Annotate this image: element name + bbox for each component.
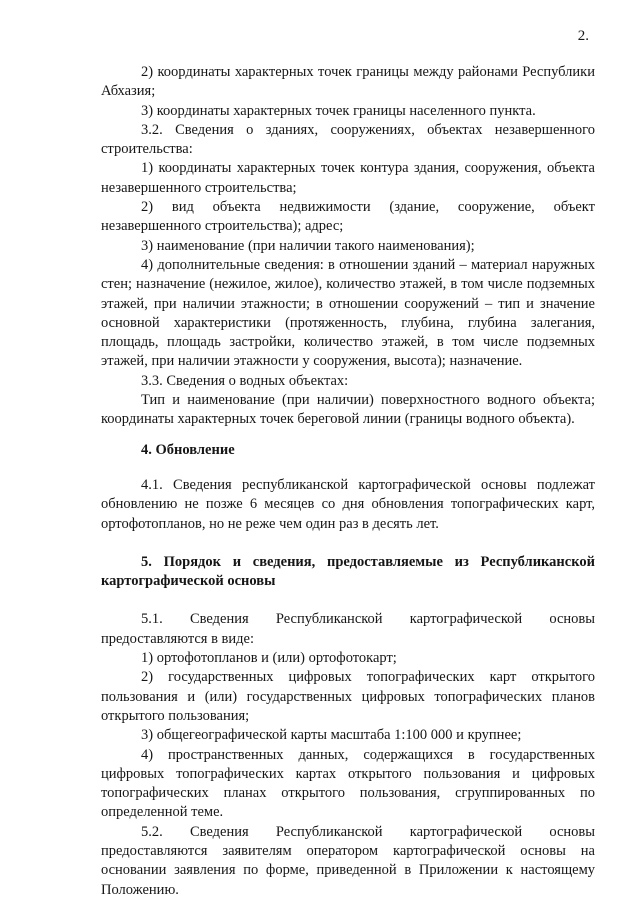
paragraph: Тип и наименование (при наличии) поверхностного водного объекта; координаты характерных точек береговой линии (границы водного объекта). [101, 392, 595, 428]
paragraph: 1) координаты характерных точек контура здания, сооружения, объекта незавершенного строительства; [101, 160, 595, 196]
paragraph: 2) государственных цифровых топографических карт открытого пользования и (или) государственных цифровых топографических планов открытого пользования; [101, 669, 595, 724]
page-number: 2. [577, 28, 589, 44]
spacer [101, 534, 595, 553]
spacer [101, 591, 595, 610]
paragraph: 3.3. Сведения о водных объектах: [141, 372, 349, 389]
spacer [101, 430, 595, 441]
paragraph: 4) пространственных данных, содержащихся в государственных цифровых топографических картах открытого пользования и цифровых топографических планах открытого пользования, сгруппированных по определенной теме. [101, 746, 595, 821]
spacer [101, 460, 595, 476]
paragraph: 3) наименование (при наличии такого наименования); [141, 237, 475, 254]
paragraph: 3) координаты характерных точек границы населенного пункта. [141, 102, 536, 119]
paragraph: 1) ортофотопланов и (или) ортофотокарт; [141, 650, 397, 667]
paragraph: 4) дополнительные сведения: в отношении зданий – материал наружных стен; назначение (нежилое, жилое), количество этажей, в том числе подземных этажей, при наличии этажности; в отношении сооружений – тип и значение основной характеристики (протяженность, глубина, глубина залегания, площадь, площадь застройки, количество этажей, в том числе подземных этажей, при наличии этажности у сооружения, высота); назначение. [101, 256, 595, 370]
document-body [101, 63, 595, 900]
paragraph: 2) координаты характерных точек границы между районами Республики Абхазия; [101, 64, 595, 100]
paragraph: 4.1. Сведения республиканской картографической основы подлежат обновлению не позже 6 месяцев со дня обновления топографических карт, ортофотопланов, но не реже чем один раз в десять лет. [101, 476, 595, 532]
section-5-heading: 5. Порядок и сведения, предоставляемые из Республиканской картографической основы [101, 553, 595, 590]
paragraph: 5.2. Сведения Республиканской картографической основы предоставляются заявителям оператором картографической основы на основании заявления по форме, приведенной в Приложении к настоящему Положению. [101, 823, 595, 898]
paragraph: 5.1. Сведения Республиканской картографической основы предоставляются в виде: [101, 611, 595, 647]
paragraph: 2) вид объекта недвижимости (здание, сооружение, объект незавершенного строительства); адрес; [101, 199, 595, 235]
paragraph: 3) общегеографической карты масштаба 1:100 000 и крупнее; [141, 727, 522, 744]
section-4-heading: 4. Обновление [141, 441, 235, 458]
paragraph: 3.2. Сведения о зданиях, сооружениях, объектах незавершенного строительства: [101, 121, 595, 158]
